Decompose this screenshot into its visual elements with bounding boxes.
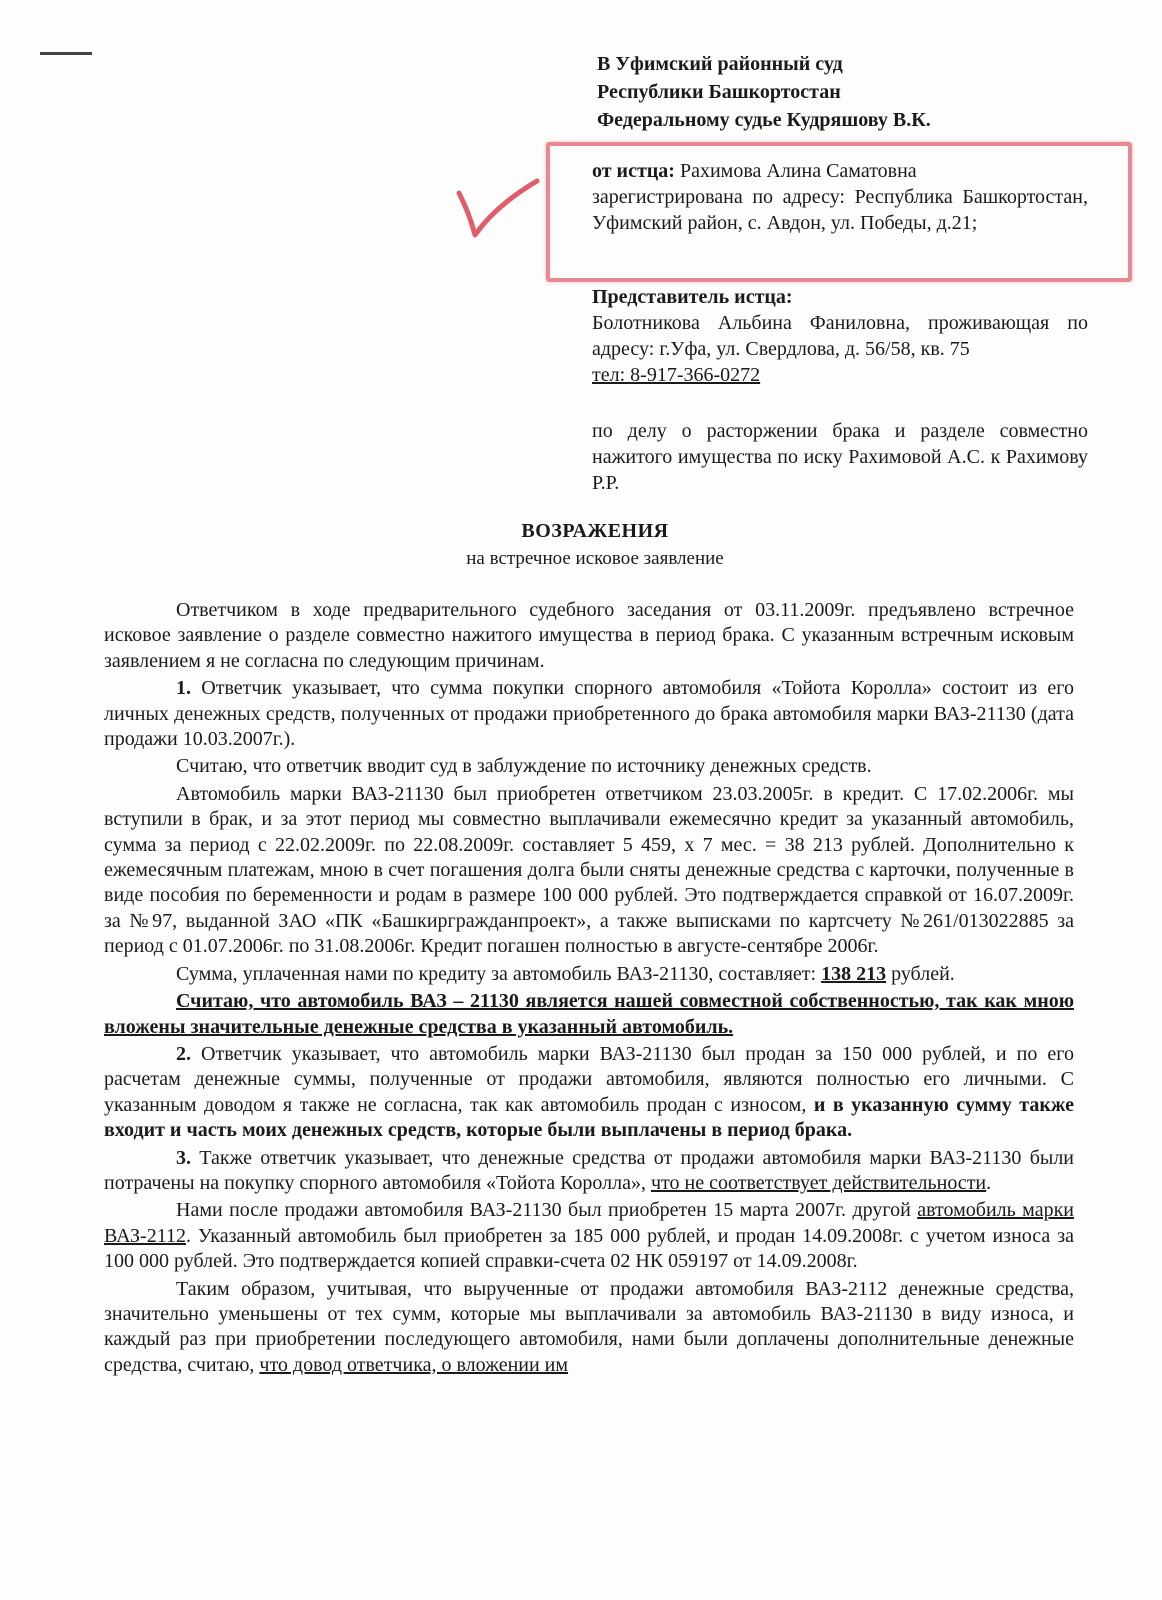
court-region: Республики Башкортостан xyxy=(597,81,841,103)
item-number: 3. xyxy=(176,1146,191,1169)
paragraph-8-underlined: автомобиль марки ВАЗ-2112 xyxy=(104,1199,1074,1247)
paragraph-8-text: Нами после продажи автомобиля ВАЗ-21130 был приобретен 15 марта 2007г. другой xyxy=(176,1199,918,1222)
paragraph-intro: Ответчиком в ходе предварительного судебного заседания от 03.11.2009г. предъявлено встречное исковое заявление о разделе совместно нажитого имущества в период брака. С указанным встречным исковым заявлением я не согласна по следующим причинам. xyxy=(104,599,1074,672)
paragraph-7 xyxy=(104,1146,1074,1197)
total-sum: 138 213 xyxy=(821,962,887,985)
paragraph-9-underlined: что довод ответчика, о вложении им xyxy=(259,1353,569,1376)
paragraph-1-text: Ответчик указывает, что сумма покупки спорного автомобиля «Тойота Королла» состоит из его личных денежных средств, полученных от продажи приобретенного до брака автомобиля марки ВАЗ-21130 (дата продажи 10.03.2007г.). xyxy=(104,677,1074,751)
plaintiff-label: от истца: xyxy=(592,160,675,182)
paragraph-9 xyxy=(104,1277,1074,1379)
document-body xyxy=(104,598,1074,1380)
case-reference: по делу о расторжении брака и разделе совместно нажитого имущества по иску Рахимовой А.С. к Рахимову Р.Р. xyxy=(592,420,1088,494)
representative-phone: тел: 8-917-366-0272 xyxy=(592,364,761,386)
judge-name: Федеральному судье Кудряшову В.К. xyxy=(597,109,931,131)
paragraph-5-text: Считаю, что автомобиль ВАЗ – 21130 является нашей совместной собственностью, так как мною вложены значительные денежные средства в указанный автомобиль. xyxy=(104,990,1074,1038)
paragraph-4 xyxy=(104,962,1074,987)
document-title: ВОЗРАЖЕНИЯ xyxy=(521,520,669,542)
check-mark-icon xyxy=(455,175,545,245)
representative-label: Представитель истца: xyxy=(592,286,793,308)
paragraph-7-tail: . xyxy=(986,1171,992,1194)
paragraph-7-underlined: что не соответствует действительности xyxy=(650,1171,987,1194)
item-number: 1. xyxy=(176,677,191,700)
court-name: В Уфимский районный суд xyxy=(597,53,843,75)
paragraph-1 xyxy=(104,676,1074,752)
paragraph-8 xyxy=(104,1198,1074,1274)
paragraph-8-tail: . Указанный автомобиль был приобретен за 185 000 рублей, и продан 14.09.2008г. с учетом износа за 100 000 рублей. Это подтверждается копией справки-счета 02 НК 059197 от 14.09.2008г. xyxy=(104,1224,1074,1273)
paragraph-6 xyxy=(104,1042,1074,1144)
paragraph-7-text: Также ответчик указывает, что денежные средства от продажи автомобиля марки ВАЗ-21130 были потрачены на покупку спорного автомобиля «Тойота Королла», xyxy=(104,1146,1074,1194)
plaintiff-block xyxy=(592,158,1088,236)
paragraph-6-bold: и в указанную сумму также входит и часть моих денежных средств, которые были выплачены в период брака. xyxy=(104,1093,1075,1142)
paragraph-6-text: Ответчик указывает, что автомобиль марки ВАЗ-21130 был продан за 150 000 рублей, и по его расчетам денежные суммы, полученные от продажи автомобиля, являются полностью его личными. С указанным доводом я также не согласна, так как автомобиль продан с износом, xyxy=(104,1042,1074,1116)
representative-text: Болотникова Альбина Фаниловна, проживающая по адресу: г.Уфа, ул. Свердлова, д. 56/58, кв. 75 xyxy=(592,312,1088,360)
paragraph-9-text: Таким образом, учитывая, что вырученные от продажи автомобиля ВАЗ-2112 денежные средства, значительно уменьшены от тех сумм, которые мы выплачивали за автомобиль ВАЗ-21130 в виду износа, и каждый раз при приобретении последующего автомобиля, нами были доплачены дополнительные денежные средства, считаю, xyxy=(104,1277,1074,1376)
paragraph-4-text: Сумма, уплаченная нами по кредиту за автомобиль ВАЗ-21130, составляет: xyxy=(176,962,822,985)
paragraph-5 xyxy=(104,989,1074,1040)
paragraph-3: Автомобиль марки ВАЗ-21130 был приобретен ответчиком 23.03.2005г. в кредит. С 17.02.2006г. мы вступили в брак, и за этот период мы совместно выплачивали ежемесячно кредит за указанный автомобиль, сумма за период с 22.02.2009г. по 22.08.2009г. составляет 5 459, х 7 мес. = 38 213 рублей. Дополнительно к ежемесячным платежам, мною в счет погашения долга были сняты денежные средства с карточки, полученные в виде пособия по беременности и родам в размере 100 000 рублей. Это подтверждается справкой от 16.07.2009г. за №97, выданной ЗАО «ПК «Башкиргражданпроект», а также выписками по картсчету №261/013022885 за период с 01.07.2006г. по 31.08.2006г. Кредит погашен полностью в августе-сентябре 2006г. xyxy=(104,782,1074,958)
court-address-block xyxy=(597,50,1097,134)
representative-block xyxy=(592,284,1088,388)
corner-dash-mark xyxy=(40,52,92,55)
paragraph-4-tail: рублей. xyxy=(886,962,955,985)
item-number: 2. xyxy=(176,1042,191,1065)
plaintiff-address: зарегистрирована по адресу: Республика Башкортостан, Уфимский район, с. Авдон, ул. Победы, д.21; xyxy=(592,186,1088,234)
paragraph-2: Считаю, что ответчик вводит суд в заблуждение по источнику денежных средств. xyxy=(176,755,872,778)
plaintiff-name: Рахимова Алина Саматовна xyxy=(679,160,917,182)
document-subtitle: на встречное исковое заявление xyxy=(466,548,724,569)
